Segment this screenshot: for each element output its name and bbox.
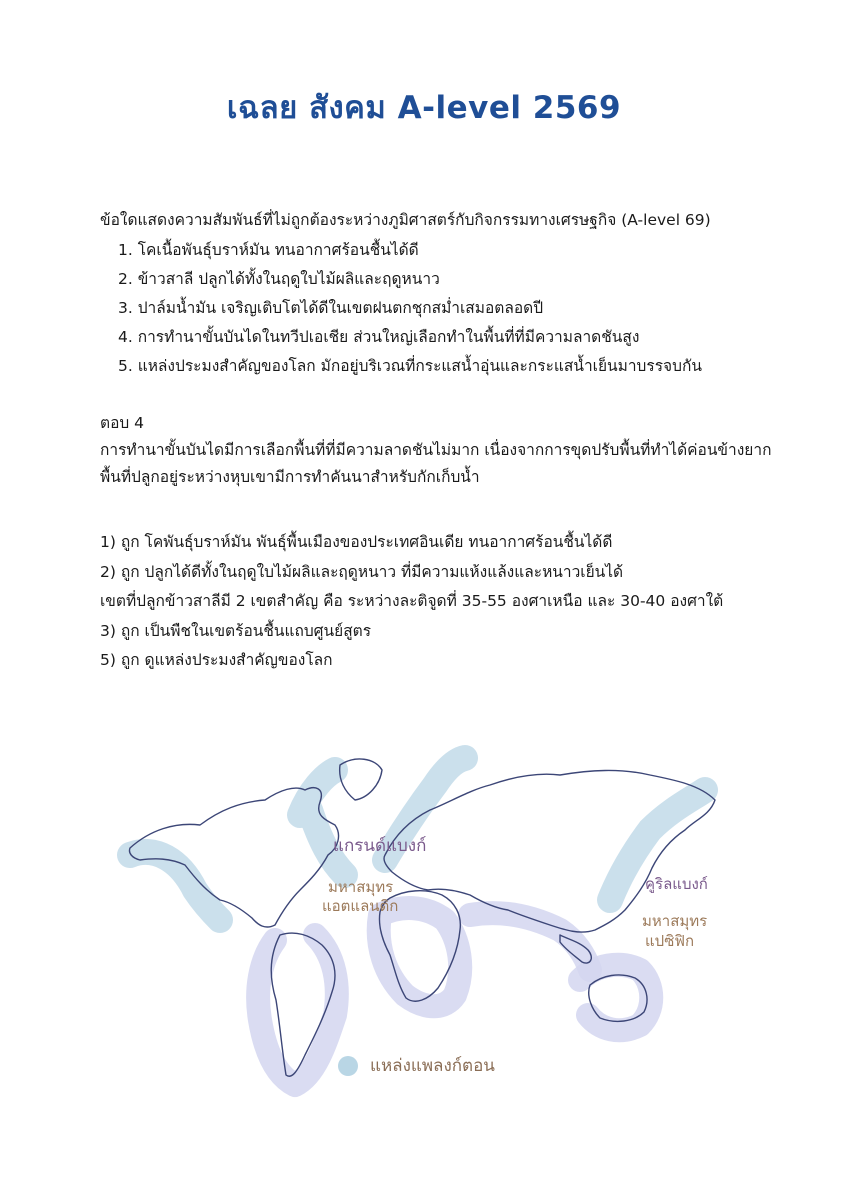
label-pacific-1: มหาสมุทร [642, 912, 708, 930]
option-2: 2. ข้าวสาลี ปลูกได้ทั้งในฤดูใบไม้ผลิและฤดูหนาว [118, 270, 440, 288]
label-grand-banks: แกรนด์แบงก์ [333, 836, 427, 856]
label-atlantic-1: มหาสมุทร [328, 878, 394, 896]
legend-label: แหล่งแพลงก์ตอน [370, 1056, 495, 1076]
zone-indian-ocean [470, 913, 590, 970]
answer-line-2: พื้นที่ปลูกอยู่ระหว่างหุบเขามีการทำคันนาสำหรับกักเก็บน้ำ [100, 468, 480, 486]
question-block [100, 208, 820, 381]
option-4: 4. การทำนาขั้นบันไดในทวีปเอเชีย ส่วนใหญ่เลือกทำในพื้นที่ที่มีความลาดชันสูง [118, 328, 640, 346]
label-atlantic-2: แอตแลนติก [322, 897, 399, 915]
label-pacific-2: แปซิฟิก [645, 932, 695, 950]
map-legend [338, 1052, 495, 1079]
explanation-4: 3) ถูก เป็นพืชในเขตร้อนชื้นแถบศูนย์สูตร [100, 621, 372, 640]
plankton-zones [130, 758, 708, 1085]
explanation-5: 5) ถูก ดูแหล่งประมงสำคัญของโลก [100, 651, 333, 669]
explanation-3: เขตที่ปลูกข้าวสาลีมี 2 เขตสำคัญ คือ ระหว่างละติจูดที่ 35-55 องศาเหนือ และ 30-40 องศาใต้ [100, 592, 724, 610]
explanation-2: 2) ถูก ปลูกได้ดีทั้งในฤดูใบไม้ผลิและฤดูหนาว ที่มีความแห้งแล้งและหนาวเย็นได้ [100, 562, 624, 581]
label-kuril-banks: คูริลแบงก์ [645, 875, 708, 893]
option-list [100, 236, 820, 381]
explanation-block [100, 528, 820, 676]
explanation-1: 1) ถูก โคพันธุ์บราห์มัน พันธุ์พื้นเมืองของประเทศอินเดีย ทนอากาศร้อนชื้นได้ดี [100, 533, 613, 551]
option-5: 5. แหล่งประมงสำคัญของโลก มักอยู่บริเวณที่กระแสน้ำอุ่นและกระแสน้ำเย็นมาบรรจบกัน [118, 357, 702, 375]
option-3: 3. ปาล์มน้ำมัน เจริญเติบโตได้ดีในเขตฝนตกชุกสม่ำเสมอตลอดปี [118, 299, 544, 317]
zone-north-america-west [130, 852, 220, 920]
page-title: เฉลย สังคม A-level 2569 [226, 90, 622, 126]
legend-dot-icon [338, 1056, 358, 1076]
question-stem: ข้อใดแสดงความสัมพันธ์ที่ไม่ถูกต้องระหว่างภูมิศาสตร์กับกิจกรรมทางเศรษฐกิจ (A-level 69) [100, 211, 711, 229]
answer-block [100, 410, 820, 491]
zone-grand-banks [300, 770, 345, 875]
answer-line-1: การทำนาขั้นบันไดมีการเลือกพื้นที่ที่มีความลาดชันไม่มาก เนื่องจากการขุดปรับพื้นที่ทำได้ค่อนข้างยาก [100, 441, 772, 459]
answer-label: ตอบ 4 [100, 414, 145, 432]
option-1: 1. โคเนื้อพันธุ์บราห์มัน ทนอากาศร้อนชื้นได้ดี [118, 241, 419, 259]
